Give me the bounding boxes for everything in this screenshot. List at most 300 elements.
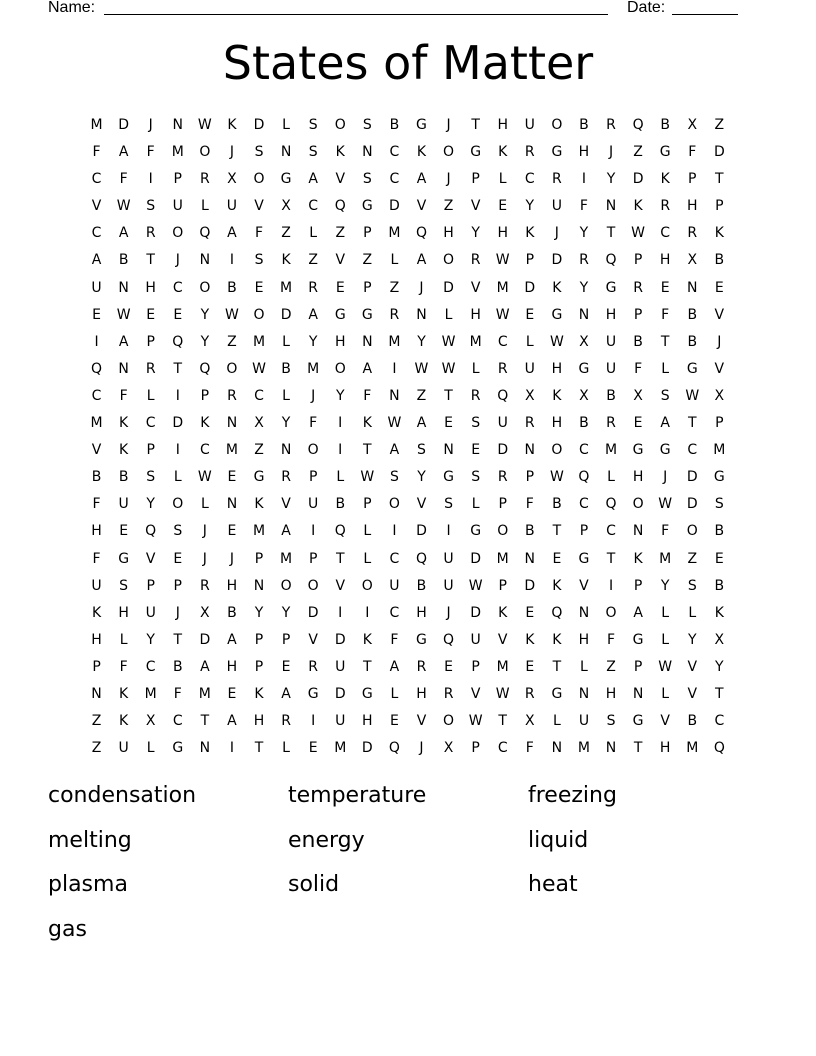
grid-letter: A <box>227 713 237 730</box>
grid-letter: V <box>687 685 698 702</box>
grid-letter: B <box>91 469 102 486</box>
grid-letter: L <box>146 740 155 757</box>
grid-letter: E <box>498 198 508 215</box>
grid-letter: U <box>470 631 481 648</box>
grid-letter: U <box>551 198 562 215</box>
grid-letter: B <box>633 333 643 350</box>
grid-letter: F <box>119 171 128 188</box>
grid-letter: X <box>524 387 535 404</box>
grid-letter: B <box>335 496 346 513</box>
grid-letter: G <box>632 713 644 730</box>
grid-letter: Z <box>362 252 373 269</box>
grid-letter: V <box>714 306 725 323</box>
grid-letter: H <box>91 631 102 648</box>
grid-letter: D <box>307 604 319 621</box>
grid-letter: G <box>118 550 130 567</box>
grid-letter: G <box>253 469 265 486</box>
grid-letter: C <box>389 171 400 188</box>
grid-letter: H <box>497 225 508 242</box>
grid-letter: Q <box>415 550 427 567</box>
grid-letter: Q <box>334 523 346 540</box>
grid-letter: E <box>525 604 535 621</box>
grid-letter: N <box>605 740 617 757</box>
grid-letter: E <box>227 685 237 702</box>
grid-letter: V <box>497 631 508 648</box>
grid-letter: Q <box>632 117 644 133</box>
grid-letter: T <box>687 415 697 432</box>
grid-letter: Q <box>388 740 400 757</box>
grid-letter: T <box>715 685 724 702</box>
grid-letter: Q <box>605 496 617 513</box>
grid-letter: E <box>660 279 670 296</box>
grid-letter: Z <box>687 550 698 567</box>
grid-letter: D <box>389 198 400 215</box>
grid-letter: L <box>661 360 670 377</box>
grid-letter: V <box>335 171 346 188</box>
grid-letter: D <box>253 117 265 133</box>
grid-letter: T <box>715 171 724 188</box>
grid-letter: D <box>443 279 454 296</box>
grid-letter: E <box>335 279 345 296</box>
grid-letter: R <box>227 387 237 404</box>
grid-letter: Q <box>199 360 211 377</box>
grid-letter: O <box>199 144 211 161</box>
grid-letter: S <box>660 387 670 404</box>
grid-letter: H <box>632 469 644 486</box>
grid-letter: P <box>688 171 697 188</box>
grid-letter: W <box>631 225 646 242</box>
grid-letter: G <box>659 442 671 459</box>
grid-letter: P <box>498 496 507 513</box>
grid-letter: L <box>444 306 453 323</box>
grid-letter: P <box>281 631 291 648</box>
grid-letter: W <box>441 360 456 377</box>
grid-letter: N <box>389 387 400 404</box>
grid-letter: N <box>118 279 129 296</box>
grid-letter: C <box>91 387 102 404</box>
grid-letter: M <box>225 442 238 459</box>
grid-letter: D <box>334 685 346 702</box>
grid-letter: S <box>687 577 697 594</box>
grid-letter: H <box>91 523 102 540</box>
grid-letter: Y <box>471 225 480 242</box>
grid-letter: Z <box>606 658 616 675</box>
grid-letter: U <box>308 496 319 513</box>
grid-letter: O <box>172 496 184 513</box>
grid-letter: R <box>199 577 210 594</box>
grid-letter: T <box>660 333 670 350</box>
grid-letter: I <box>392 523 397 540</box>
grid-letter: K <box>714 604 724 621</box>
grid-letter: I <box>148 171 153 188</box>
grid-letter: L <box>309 225 318 242</box>
grid-letter: L <box>661 604 670 621</box>
grid-letter: L <box>498 171 507 188</box>
word-list-item: liquid <box>528 827 589 853</box>
grid-letter: A <box>416 252 427 269</box>
grid-letter: O <box>551 117 563 133</box>
grid-letter: F <box>634 360 643 377</box>
grid-letter: W <box>468 713 483 730</box>
grid-letter: K <box>552 631 562 648</box>
grid-letter: B <box>227 279 237 296</box>
grid-letter: Y <box>660 577 670 594</box>
grid-letter: D <box>524 577 536 594</box>
grid-letter: U <box>91 279 102 296</box>
grid-letter: X <box>714 387 725 404</box>
grid-letter: R <box>416 658 427 675</box>
grid-letter: F <box>661 306 670 323</box>
grid-letter: W <box>495 306 510 323</box>
grid-letter: J <box>446 117 451 133</box>
grid-letter: X <box>443 740 454 757</box>
grid-letter: T <box>335 550 345 567</box>
grid-letter: X <box>579 333 589 350</box>
grid-letter: P <box>633 658 643 675</box>
grid-letter: O <box>551 442 563 459</box>
grid-letter: C <box>660 225 671 242</box>
grid-letter: X <box>524 713 535 730</box>
grid-letter: X <box>200 604 210 621</box>
grid-letter: L <box>471 496 480 513</box>
grid-letter: D <box>470 550 482 567</box>
grid-letter: N <box>172 117 184 133</box>
grid-letter: H <box>659 740 671 757</box>
grid-letter: B <box>552 496 562 513</box>
grid-letter: X <box>714 631 725 648</box>
grid-letter: J <box>663 469 668 486</box>
grid-letter: E <box>308 740 318 757</box>
grid-letter: L <box>552 713 561 730</box>
grid-letter: O <box>253 171 265 188</box>
grid-letter: P <box>579 523 589 540</box>
grid-letter: Q <box>443 631 455 648</box>
grid-letter: H <box>362 713 373 730</box>
grid-letter: M <box>144 685 157 702</box>
grid-letter: P <box>633 306 643 323</box>
grid-letter: M <box>334 740 347 757</box>
grid-letter: P <box>498 577 507 594</box>
grid-letter: M <box>577 740 590 757</box>
grid-letter: V <box>335 252 346 269</box>
grid-letter: V <box>660 713 670 730</box>
grid-letter: R <box>470 387 481 404</box>
grid-letter: I <box>581 171 587 188</box>
grid-letter: F <box>92 496 101 513</box>
grid-letter: M <box>252 523 266 540</box>
grid-letter: S <box>146 198 156 215</box>
grid-letter: H <box>416 685 427 702</box>
word-list-item: temperature <box>288 783 427 808</box>
grid-letter: K <box>254 496 264 513</box>
grid-letter: R <box>308 658 319 675</box>
grid-letter: K <box>552 279 562 296</box>
grid-letter: N <box>118 360 129 377</box>
grid-letter: B <box>227 604 237 621</box>
grid-letter: H <box>226 577 238 594</box>
grid-letter: G <box>416 117 427 133</box>
word-list-item: condensation <box>48 783 197 808</box>
grid-letter: Q <box>497 387 509 404</box>
grid-letter: Y <box>579 225 589 242</box>
grid-letter: S <box>606 713 616 730</box>
grid-letter: N <box>524 442 536 459</box>
grid-letter: I <box>392 360 397 377</box>
grid-letter: C <box>606 523 616 540</box>
grid-letter: U <box>524 360 535 377</box>
grid-letter: L <box>661 685 670 702</box>
grid-letter: R <box>199 171 210 188</box>
grid-letter: U <box>497 415 508 432</box>
grid-letter: T <box>606 225 616 242</box>
grid-letter: L <box>282 117 290 133</box>
grid-letter: K <box>525 631 535 648</box>
grid-letter: G <box>713 469 725 486</box>
grid-letter: M <box>280 550 293 567</box>
grid-letter: B <box>579 415 589 432</box>
word-list-item: freezing <box>528 783 617 808</box>
grid-letter: W <box>116 198 131 215</box>
name-label: Name: <box>48 0 96 16</box>
grid-letter: K <box>633 198 643 215</box>
grid-letter: P <box>363 496 372 513</box>
grid-letter: P <box>173 577 182 594</box>
grid-letter: Y <box>200 306 210 323</box>
grid-letter: E <box>146 306 156 323</box>
grid-letter: T <box>173 631 183 648</box>
grid-letter: T <box>498 713 507 730</box>
grid-letter: K <box>119 442 129 459</box>
grid-letter: K <box>227 117 237 133</box>
grid-letter: H <box>605 306 617 323</box>
grid-letter: A <box>118 225 129 242</box>
grid-letter: E <box>227 469 237 486</box>
grid-letter: J <box>229 550 234 567</box>
grid-letter: Y <box>606 171 616 188</box>
grid-letter: G <box>632 442 644 459</box>
grid-letter: W <box>658 658 673 675</box>
grid-letter: N <box>416 306 427 323</box>
grid-letter: G <box>470 144 482 161</box>
grid-letter: P <box>254 550 264 567</box>
grid-letter: N <box>524 550 536 567</box>
grid-letter: D <box>524 279 536 296</box>
grid-letter: Q <box>551 604 563 621</box>
grid-letter: M <box>496 279 509 296</box>
grid-letter: I <box>365 604 370 621</box>
grid-letter: X <box>633 387 643 404</box>
grid-letter: N <box>91 685 102 702</box>
grid-letter: K <box>281 252 291 269</box>
grid-letter: R <box>145 225 156 242</box>
grid-letter: Z <box>254 442 264 459</box>
grid-letter: W <box>658 496 673 513</box>
grid-letter: P <box>633 577 643 594</box>
grid-letter: G <box>551 144 563 161</box>
grid-letter: Z <box>91 740 102 757</box>
grid-letter: B <box>660 117 670 133</box>
date-blank-line[interactable] <box>672 14 738 15</box>
grid-letter: Z <box>335 225 346 242</box>
grid-letter: P <box>471 740 480 757</box>
grid-letter: S <box>254 252 264 269</box>
grid-letter: C <box>524 171 535 188</box>
grid-letter: K <box>552 577 562 594</box>
grid-letter: E <box>92 306 101 323</box>
grid-letter: K <box>416 144 427 161</box>
grid-letter: D <box>280 306 292 323</box>
grid-letter: L <box>471 360 480 377</box>
grid-letter: W <box>495 252 510 269</box>
grid-letter: G <box>307 685 319 702</box>
grid-letter: O <box>632 496 644 513</box>
grid-letter: Y <box>146 496 155 513</box>
grid-letter: J <box>175 252 180 269</box>
grid-letter: F <box>254 225 264 242</box>
grid-letter: G <box>334 306 346 323</box>
grid-letter: T <box>606 550 616 567</box>
grid-letter: E <box>119 523 129 540</box>
grid-letter: C <box>199 442 210 459</box>
grid-letter: J <box>446 604 451 621</box>
grid-letter: V <box>416 713 427 730</box>
grid-letter: K <box>525 225 535 242</box>
grid-letter: C <box>687 442 698 459</box>
grid-letter: O <box>334 360 346 377</box>
grid-letter: L <box>363 550 372 567</box>
grid-letter: B <box>687 306 698 323</box>
grid-letter: V <box>145 550 156 567</box>
grid-letter: M <box>604 442 618 459</box>
grid-letter: C <box>389 604 400 621</box>
grid-letter: G <box>578 550 590 567</box>
grid-letter: E <box>444 415 453 432</box>
grid-letter: H <box>145 279 156 296</box>
grid-letter: D <box>470 604 482 621</box>
grid-letter: V <box>470 685 481 702</box>
grid-letter: R <box>552 171 562 188</box>
grid-letter: U <box>578 713 590 730</box>
grid-letter: V <box>470 279 481 296</box>
grid-letter: Y <box>715 658 724 675</box>
grid-letter: J <box>554 225 559 242</box>
grid-letter: H <box>443 225 454 242</box>
grid-letter: F <box>173 685 182 702</box>
grid-letter: S <box>389 469 399 486</box>
grid-letter: K <box>362 631 372 648</box>
grid-letter: T <box>471 117 480 133</box>
grid-letter: M <box>280 279 293 296</box>
grid-letter: I <box>175 387 180 404</box>
grid-letter: I <box>229 740 234 757</box>
grid-letter: L <box>390 685 399 702</box>
grid-letter: J <box>148 117 153 133</box>
grid-letter: S <box>714 496 724 513</box>
word-list-item: gas <box>48 917 87 943</box>
grid-letter: P <box>173 171 182 188</box>
letter-grid <box>83 112 733 762</box>
grid-letter: C <box>308 198 319 215</box>
grid-letter: L <box>119 631 128 648</box>
grid-letter: S <box>362 117 372 133</box>
grid-letter: B <box>389 117 400 133</box>
grid-letter: S <box>254 144 264 161</box>
grid-letter: T <box>444 387 453 404</box>
grid-letter: W <box>225 306 239 323</box>
grid-letter: O <box>307 577 319 594</box>
grid-letter: M <box>686 740 699 757</box>
grid-letter: J <box>419 279 424 296</box>
grid-letter: W <box>116 306 131 323</box>
grid-letter: I <box>311 713 316 730</box>
grid-letter: W <box>685 387 700 404</box>
grid-letter: Z <box>389 279 400 296</box>
grid-letter: V <box>308 631 318 648</box>
grid-letter: R <box>579 252 589 269</box>
grid-letter: S <box>146 469 156 486</box>
grid-letter: B <box>118 469 129 486</box>
grid-letter: X <box>254 415 264 432</box>
grid-letter: X <box>687 117 698 133</box>
grid-letter: I <box>338 604 343 621</box>
grid-letter: S <box>471 469 481 486</box>
grid-letter: E <box>254 279 264 296</box>
grid-letter: E <box>173 550 183 567</box>
grid-letter: I <box>175 442 180 459</box>
grid-letter: Y <box>525 198 535 215</box>
grid-letter: M <box>496 550 509 567</box>
grid-letter: B <box>687 333 698 350</box>
grid-letter: A <box>308 171 318 188</box>
grid-letter: X <box>579 387 589 404</box>
grid-letter: D <box>632 171 644 188</box>
grid-letter: C <box>145 658 156 675</box>
word-list-item: solid <box>288 872 340 898</box>
word-list <box>48 779 768 958</box>
grid-letter: C <box>389 550 400 567</box>
grid-letter: A <box>227 225 237 242</box>
grid-letter: H <box>551 415 563 432</box>
grid-letter: E <box>444 658 453 675</box>
grid-letter: L <box>282 333 290 350</box>
grid-letter: C <box>254 387 264 404</box>
grid-letter: F <box>688 144 697 161</box>
grid-letter: M <box>171 144 184 161</box>
grid-letter: U <box>524 117 535 133</box>
grid-letter: F <box>119 387 128 404</box>
grid-letter: T <box>552 523 562 540</box>
grid-letter: O <box>443 713 455 730</box>
grid-letter: U <box>172 198 183 215</box>
grid-letter: I <box>338 442 343 459</box>
grid-letter: V <box>281 496 291 513</box>
name-blank-line[interactable] <box>104 14 608 15</box>
grid-letter: P <box>715 198 724 215</box>
grid-letter: A <box>416 171 427 188</box>
grid-letter: F <box>363 387 372 404</box>
grid-letter: H <box>416 604 427 621</box>
grid-letter: Q <box>91 360 103 377</box>
word-list-item: melting <box>48 827 132 853</box>
grid-letter: I <box>608 577 614 594</box>
grid-letter: B <box>714 577 725 594</box>
grid-letter: S <box>444 496 453 513</box>
grid-letter: D <box>199 631 211 648</box>
grid-letter: R <box>524 144 535 161</box>
grid-letter: L <box>688 604 697 621</box>
grid-letter: H <box>470 306 481 323</box>
grid-letter: U <box>118 740 129 757</box>
